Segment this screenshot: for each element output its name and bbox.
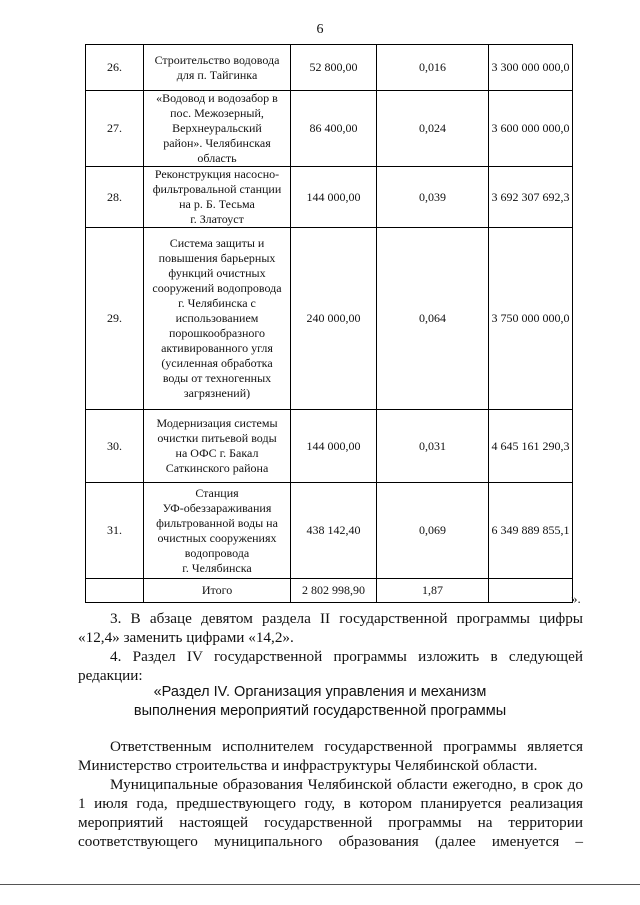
item-name-line: пос. Межозерный, [170, 106, 264, 120]
amount-cell: 438 142,40 [291, 483, 377, 579]
total-cell: 3 600 000 000,0 [489, 91, 573, 167]
item-name-cell [144, 410, 291, 483]
table-row [86, 483, 573, 579]
item-name-cell [144, 483, 291, 579]
item-name-cell [144, 167, 291, 228]
paragraph-municipal-line: Муниципальные образования Челябинской области ежегодно, в срок до [110, 776, 583, 793]
item-name-line: «Водовод и водозабор в [156, 91, 278, 105]
paragraph-3 [78, 609, 583, 647]
total-cell: 4 645 161 290,3 [489, 410, 573, 483]
section-heading-line: «Раздел IV. Организация управления и механизм [153, 684, 487, 700]
total-cell: 3 750 000 000,0 [489, 228, 573, 410]
total-cell: 3 300 000 000,0 [489, 45, 573, 91]
paragraph-municipal-line: соответствующего муниципального образования (далее именуется – [78, 833, 583, 850]
paragraph-4 [78, 647, 583, 685]
item-name-cell [144, 228, 291, 410]
row-number-cell [86, 579, 144, 603]
measures-table [85, 44, 573, 603]
amount-cell: 240 000,00 [291, 228, 377, 410]
page-number: 6 [316, 22, 324, 37]
amount-cell: 86 400,00 [291, 91, 377, 167]
paragraph-municipal-line: мероприятий настоящей государственной программы на территории [78, 814, 583, 831]
item-name-line: использованием [175, 311, 259, 325]
amount-cell: 52 800,00 [291, 45, 377, 91]
paragraph-3-line: 3. В абзаце девятом раздела II государственной программы цифры [110, 610, 583, 627]
row-number-cell: 27. [86, 91, 144, 167]
table-row [86, 167, 573, 228]
item-name-line: на р. Б. Тесьма [179, 197, 255, 211]
item-name-line: фильтровальной станции [152, 182, 282, 196]
item-name-line: (усиленная обработка [161, 356, 273, 370]
row-number-cell: 30. [86, 410, 144, 483]
item-name-line: порошкообразного [168, 326, 266, 340]
coefficient-cell: 0,024 [377, 91, 489, 167]
row-number-cell: 29. [86, 228, 144, 410]
item-name-line: Реконструкция насосно- [154, 167, 280, 181]
item-name-line: Станция [195, 485, 239, 500]
total-cell: 6 349 889 855,1 [489, 483, 573, 579]
item-name-line: на ОФС г. Бакал [175, 446, 259, 460]
item-name-line: Верхнеуральский [172, 121, 262, 135]
measures-table-body [86, 45, 573, 603]
table-closing-quote: ». [571, 591, 581, 606]
paragraph-4-line: 4. Раздел IV государственной программы изложить в следующей [110, 648, 583, 665]
table-row [86, 91, 573, 167]
total-cell: 3 692 307 692,3 [489, 167, 573, 228]
paragraph-4-line: редакции: [78, 667, 143, 684]
item-name-line: загрязнений) [183, 386, 251, 400]
item-name-line: для п. Тайгинка [176, 67, 258, 82]
item-name-line: фильтрованной воды на [156, 515, 278, 530]
paragraph-municipal-line: 1 июля года, предшествующего году, в котором планируется реализация [78, 795, 583, 812]
amount-cell: 2 802 998,90 [291, 579, 377, 603]
item-name-cell [144, 91, 291, 167]
item-name-line: сооружений водопровода [152, 281, 282, 295]
item-name-line: УФ-обеззараживания [162, 500, 272, 515]
item-name-line: очистки питьевой воды [157, 431, 277, 445]
bottom-rule [0, 884, 640, 885]
coefficient-cell: 0,031 [377, 410, 489, 483]
item-name-line: функций очистных [168, 266, 266, 280]
item-name-line: Строительство водовода [154, 52, 280, 67]
coefficient-cell: 0,016 [377, 45, 489, 91]
coefficient-cell: 0,069 [377, 483, 489, 579]
paragraph-responsible [78, 737, 583, 775]
amount-cell: 144 000,00 [291, 167, 377, 228]
coefficient-cell: 0,039 [377, 167, 489, 228]
item-name-line: активированного угля [161, 341, 273, 355]
paragraph-municipal [78, 775, 583, 851]
item-name-line: Модернизация системы [156, 416, 278, 430]
item-name-line: Саткинского района [165, 461, 269, 475]
section-heading-line: выполнения мероприятий государственной программы [133, 703, 507, 719]
item-name-line: область [197, 151, 237, 165]
item-name-cell [144, 45, 291, 91]
item-name-line: г. Челябинска с [178, 296, 256, 310]
total-row [86, 579, 573, 603]
item-name-line: район». Челябинская [163, 136, 271, 150]
item-name-line: очистных сооружениях [157, 530, 277, 545]
coefficient-cell: 0,064 [377, 228, 489, 410]
table-row [86, 45, 573, 91]
row-number-cell: 26. [86, 45, 144, 91]
paragraph-responsible-line: Ответственным исполнителем государственной программы является [110, 738, 583, 755]
paragraph-3-line: «12,4» заменить цифрами «14,2». [78, 629, 294, 646]
item-name-line: г. Златоуст [190, 212, 244, 226]
item-name-line: повышения барьерных [158, 251, 276, 265]
table-row [86, 228, 573, 410]
paragraph-responsible-line: Министерство строительства и инфраструктуры Челябинской области. [78, 757, 538, 774]
coefficient-cell: 1,87 [377, 579, 489, 603]
amount-cell: 144 000,00 [291, 410, 377, 483]
item-name-line: Система защиты и [169, 236, 265, 250]
row-number-cell: 31. [86, 483, 144, 579]
item-name-line: воды от техногенных [162, 371, 272, 385]
row-number-cell: 28. [86, 167, 144, 228]
total-cell [489, 579, 573, 603]
section-heading [0, 683, 640, 721]
item-name-cell: Итого [144, 579, 291, 603]
item-name-line: г. Челябинска [182, 560, 252, 575]
table-row [86, 410, 573, 483]
item-name-line: водопровода [184, 545, 250, 560]
